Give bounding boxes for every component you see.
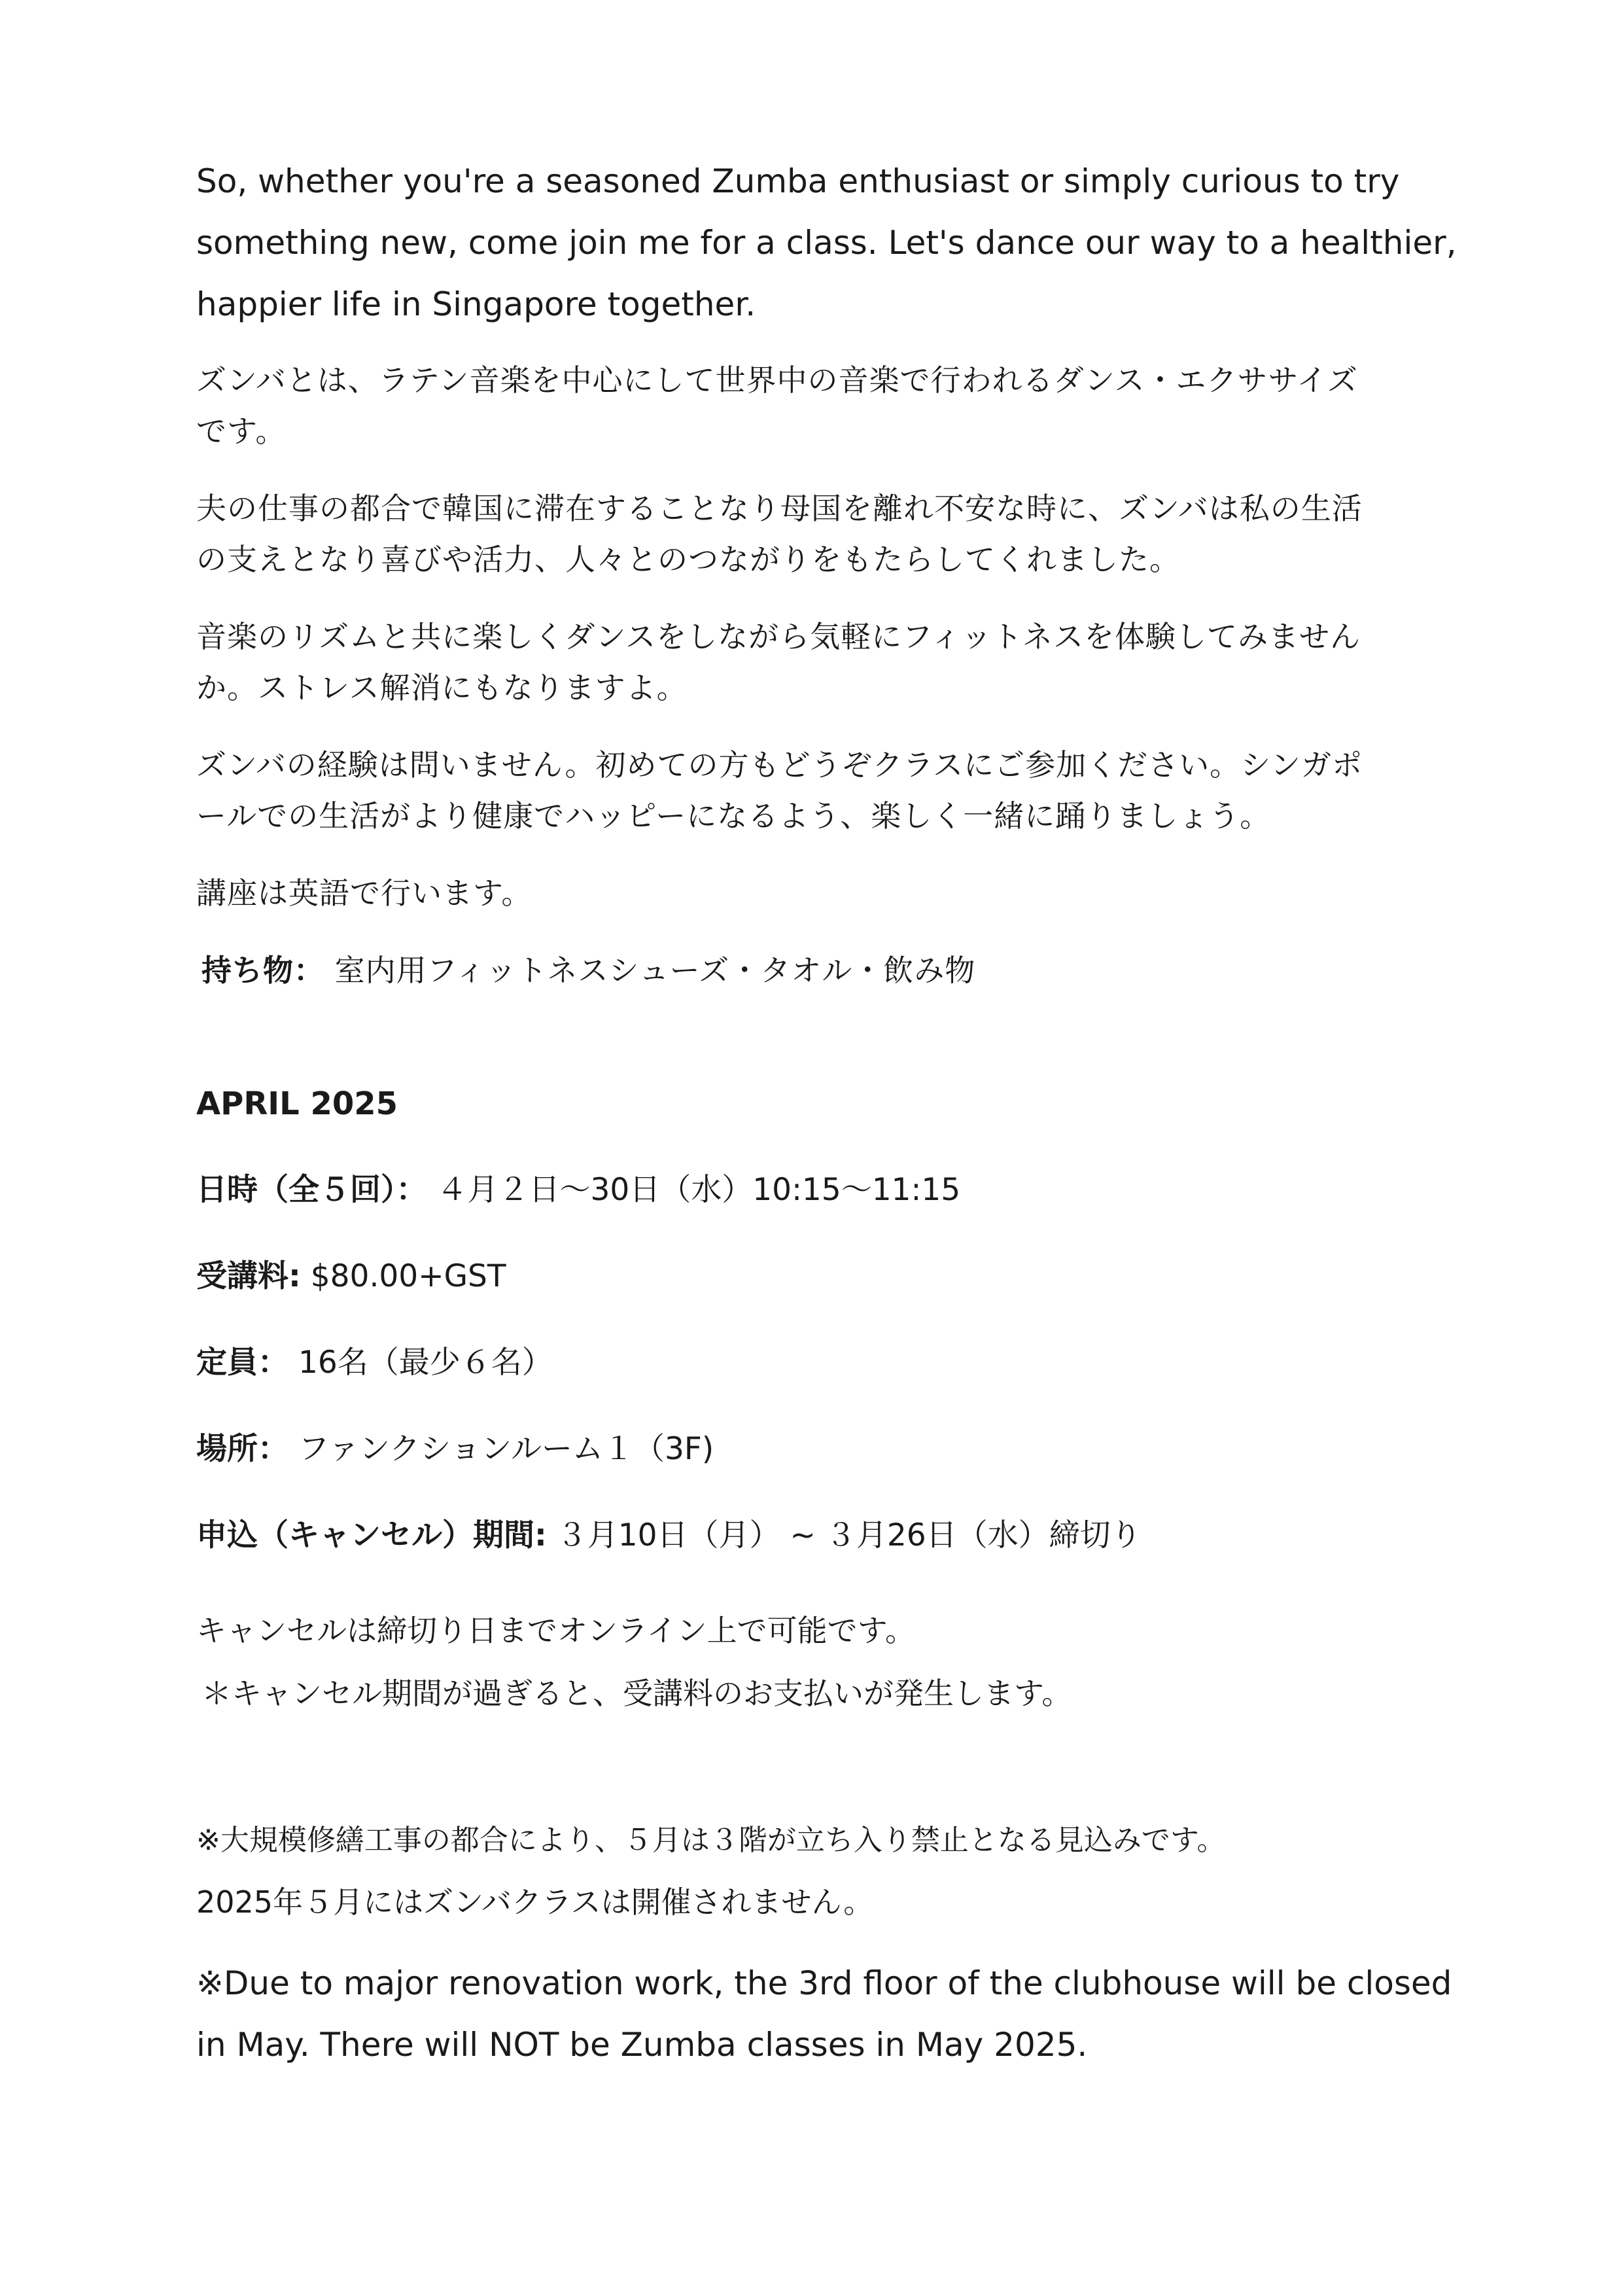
cancellation-notes [196, 1599, 1465, 1725]
renovation-notice-en [196, 1952, 1465, 2075]
intro-japanese-paragraph [196, 739, 1465, 841]
intro-japanese-paragraph [196, 355, 1465, 457]
schedule-item-fee [196, 1254, 1465, 1299]
renovation-notice-jp [196, 1810, 1465, 1933]
intro-en-line: something new, come join me for a class. Let's dance our way to a healthier, [196, 224, 1457, 262]
schedule-item-application-period [196, 1513, 1465, 1559]
intro-jp-line: ズンバとは、ラテン音楽を中心にして世界中の音楽で行われるダンス・エクササイズ [196, 362, 1358, 398]
cancel-note-line: ＊キャンセル期間が過ぎると、受講料のお支払いが発生します。 [201, 1676, 1072, 1711]
renovation-jp-line: 2025年５月にはズンバクラスは開催されません。 [196, 1884, 874, 1920]
intro-japanese-paragraph [196, 611, 1465, 713]
renovation-en-line: in May. There will NOT be Zumba classes in May 2025. [196, 2026, 1088, 2064]
schedule-item-location [196, 1426, 1465, 1472]
intro-japanese-paragraph [196, 868, 1465, 919]
schedule-value: ４月２日～30日（水）10:15～11:15 [436, 1172, 961, 1208]
renovation-jp-line: ※大規模修繕工事の都合により、５月は３階が立ち入り禁止となる見込みです。 [196, 1824, 1226, 1857]
schedule-value: ３月10日（月） ~ ３月26日（水）締切り [556, 1517, 1142, 1553]
intro-jp-line: 夫の仕事の都合で韓国に滞在することなり母国を離れ不安な時に、ズンバは私の生活 [196, 491, 1363, 526]
intro-en-line: So, whether you're a seasoned Zumba enthusiast or simply curious to try [196, 162, 1400, 200]
intro-jp-line: 音楽のリズムと共に楽しくダンスをしながら気軽にフィットネスを体験してみません [196, 619, 1361, 654]
schedule-label: 申込（キャンセル）期間: [196, 1517, 547, 1553]
belongings-value: 室内用フィットネスシューズ・タオル・飲み物 [334, 953, 976, 988]
cancel-note-line: キャンセルは締切り日までオンライン上で可能です。 [196, 1613, 915, 1648]
intro-jp-line: 講座は英語で行います。 [196, 875, 532, 911]
schedule-label: 場所： [196, 1431, 288, 1467]
schedule-label: 日時（全５回）： [196, 1172, 427, 1208]
schedule-item-capacity [196, 1340, 1465, 1386]
schedule-value: $80.00+GST [310, 1258, 506, 1294]
intro-jp-line: か。ストレス解消にもなりますよ。 [196, 670, 688, 705]
intro-japanese-paragraph [196, 483, 1465, 585]
schedule-heading: APRIL 2025 [196, 1086, 398, 1122]
intro-english [196, 150, 1465, 335]
intro-jp-line: ールでの生活がより健康でハッピーになるよう、楽しく一緒に踊りましょう。 [196, 798, 1271, 834]
intro-jp-line: です。 [196, 414, 287, 449]
intro-jp-line: ズンバの経験は問いません。初めての方もどうぞクラスにご参加ください。シンガポ [196, 747, 1363, 783]
renovation-en-line: ※Due to major renovation work, the 3rd floor of the clubhouse will be closed [196, 1964, 1452, 2002]
belongings-label: 持ち物： [201, 953, 324, 988]
schedule-label: 受講料: [196, 1258, 301, 1294]
belongings-line [196, 945, 1465, 996]
schedule-value: ファンクションルーム１（3F) [298, 1431, 714, 1467]
schedule-value: 16名（最少６名） [298, 1345, 553, 1381]
document-page [196, 150, 1465, 2075]
intro-jp-line: の支えとなり喜びや活力、人々とのつながりをもたらしてくれました。 [196, 542, 1180, 577]
intro-en-line: happier life in Singapore together. [196, 285, 756, 323]
schedule-item-datetime [196, 1167, 1465, 1213]
schedule-label: 定員： [196, 1345, 288, 1381]
